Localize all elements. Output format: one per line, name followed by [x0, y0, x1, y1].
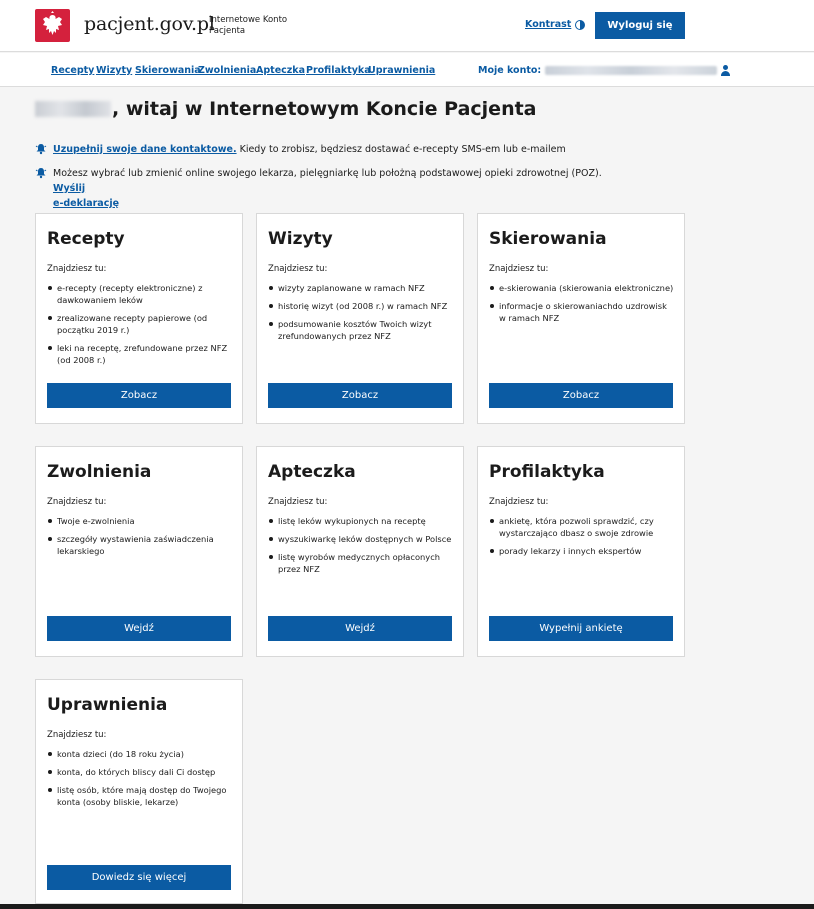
card-skierowania	[477, 213, 685, 424]
list-item: zrealizowane recepty papierowe (od początku 2019 r.)	[47, 312, 233, 336]
card-apteczka	[256, 446, 464, 657]
card-title: Apteczka	[268, 462, 356, 482]
list-item: podsumowanie kosztów Twoich wizyt zrefundowanych przez NFZ	[268, 318, 454, 342]
profilaktyka-button[interactable]: Wypełnij ankietę	[489, 616, 673, 641]
card-uprawnienia	[35, 679, 243, 904]
my-account-link[interactable]	[478, 65, 730, 76]
uprawnienia-button[interactable]: Dowiedz się więcej	[47, 865, 231, 890]
site-subtitle: Internetowe Konto Pacjenta	[209, 15, 288, 36]
nav-item-zwolnienia[interactable]: Zwolnienia	[198, 65, 257, 76]
header	[0, 0, 814, 52]
notice-contact-data	[35, 142, 655, 157]
list-item: szczegóły wystawienia zaświadczenia lekarskiego	[47, 533, 233, 557]
account-name-redacted	[545, 66, 717, 75]
notice-text: Możesz wybrać lub zmienić online swojego lekarza, pielęgniarkę lub położną podstawowej opieki zdrowotnej (POZ).	[53, 168, 602, 179]
apteczka-button[interactable]: Wejdź	[268, 616, 452, 641]
site-name[interactable]: pacjent.gov.pl	[84, 13, 215, 35]
card-list	[47, 282, 233, 372]
list-item: e-recepty (recepty elektroniczne) z dawkowaniem leków	[47, 282, 233, 306]
list-item: listę osób, które mają dostęp do Twojego konta (osoby bliskie, lekarze)	[47, 784, 233, 808]
list-item: wizyty zaplanowane w ramach NFZ	[268, 282, 454, 294]
nav-item-uprawnienia[interactable]: Uprawnienia	[368, 65, 436, 76]
notice-poz	[35, 166, 635, 211]
card-lead: Znajdziesz tu:	[47, 497, 107, 507]
notice-text: Kiedy to zrobisz, będziesz dostawać e-recepty SMS-em lub e-mailem	[236, 144, 566, 155]
list-item: konta dzieci (do 18 roku życia)	[47, 748, 233, 760]
list-item: informacje o skierowaniachdo uzdrowisk w ramach NFZ	[489, 300, 675, 324]
card-list	[268, 282, 454, 348]
card-title: Recepty	[47, 229, 125, 249]
list-item: wyszukiwarkę leków dostępnych w Polsce	[268, 533, 454, 545]
e-declaration-link[interactable]: Wyślij	[53, 183, 86, 194]
skierowania-button[interactable]: Zobacz	[489, 383, 673, 408]
nav-item-profilaktyka[interactable]: Profilaktyka	[306, 65, 371, 76]
card-zwolnienia	[35, 446, 243, 657]
recepty-button[interactable]: Zobacz	[47, 383, 231, 408]
greeting-text: , witaj w Internetowym Koncie Pacjenta	[112, 98, 537, 120]
card-title: Wizyty	[268, 229, 333, 249]
account-label: Moje konto:	[478, 65, 542, 76]
card-title: Zwolnienia	[47, 462, 152, 482]
nav-item-skierowania[interactable]: Skierowania	[135, 65, 201, 76]
card-list	[268, 515, 454, 581]
nav-item-wizyty[interactable]: Wizyty	[96, 65, 133, 76]
list-item: ankietę, która pozwoli sprawdzić, czy wystarczająco dbasz o swoje zdrowie	[489, 515, 675, 539]
list-item: listę wyrobów medycznych opłaconych przez NFZ	[268, 551, 454, 575]
list-item: konta, do których bliscy dali Ci dostęp	[47, 766, 233, 778]
card-list	[47, 748, 233, 814]
card-wizyty	[256, 213, 464, 424]
user-icon	[721, 65, 730, 76]
page-title	[35, 98, 537, 120]
list-item: leki na receptę, zrefundowane przez NFZ (od 2008 r.)	[47, 342, 233, 366]
card-title: Skierowania	[489, 229, 607, 249]
card-title: Profilaktyka	[489, 462, 605, 482]
main-nav	[0, 53, 814, 87]
bell-icon	[35, 167, 47, 179]
zwolnienia-button[interactable]: Wejdź	[47, 616, 231, 641]
list-item: listę leków wykupionych na receptę	[268, 515, 454, 527]
nav-item-apteczka[interactable]: Apteczka	[256, 65, 306, 76]
card-list	[489, 515, 675, 563]
contrast-label: Kontrast	[525, 19, 572, 30]
card-list	[489, 282, 675, 330]
e-declaration-link-cont[interactable]: e-deklarację	[53, 198, 120, 209]
list-item: Twoje e-zwolnienia	[47, 515, 233, 527]
polish-eagle-emblem-icon[interactable]	[35, 9, 70, 42]
list-item: porady lekarzy i innych ekspertów	[489, 545, 675, 557]
card-lead: Znajdziesz tu:	[268, 264, 328, 274]
card-profilaktyka	[477, 446, 685, 657]
bell-icon	[35, 143, 47, 155]
card-recepty	[35, 213, 243, 424]
bottom-edge	[0, 904, 814, 909]
contrast-icon	[575, 20, 585, 30]
wizyty-button[interactable]: Zobacz	[268, 383, 452, 408]
user-name-redacted	[35, 101, 111, 117]
card-lead: Znajdziesz tu:	[268, 497, 328, 507]
card-lead: Znajdziesz tu:	[489, 497, 549, 507]
list-item: historię wizyt (od 2008 r.) w ramach NFZ	[268, 300, 454, 312]
card-list	[47, 515, 233, 563]
logout-button[interactable]: Wyloguj się	[595, 12, 685, 39]
nav-item-recepty[interactable]: Recepty	[51, 65, 95, 76]
card-lead: Znajdziesz tu:	[47, 730, 107, 740]
card-lead: Znajdziesz tu:	[489, 264, 549, 274]
contact-data-link[interactable]: Uzupełnij swoje dane kontaktowe.	[53, 144, 237, 155]
contrast-toggle[interactable]	[525, 19, 585, 30]
card-title: Uprawnienia	[47, 695, 168, 715]
card-lead: Znajdziesz tu:	[47, 264, 107, 274]
list-item: e-skierowania (skierowania elektroniczne)	[489, 282, 675, 294]
